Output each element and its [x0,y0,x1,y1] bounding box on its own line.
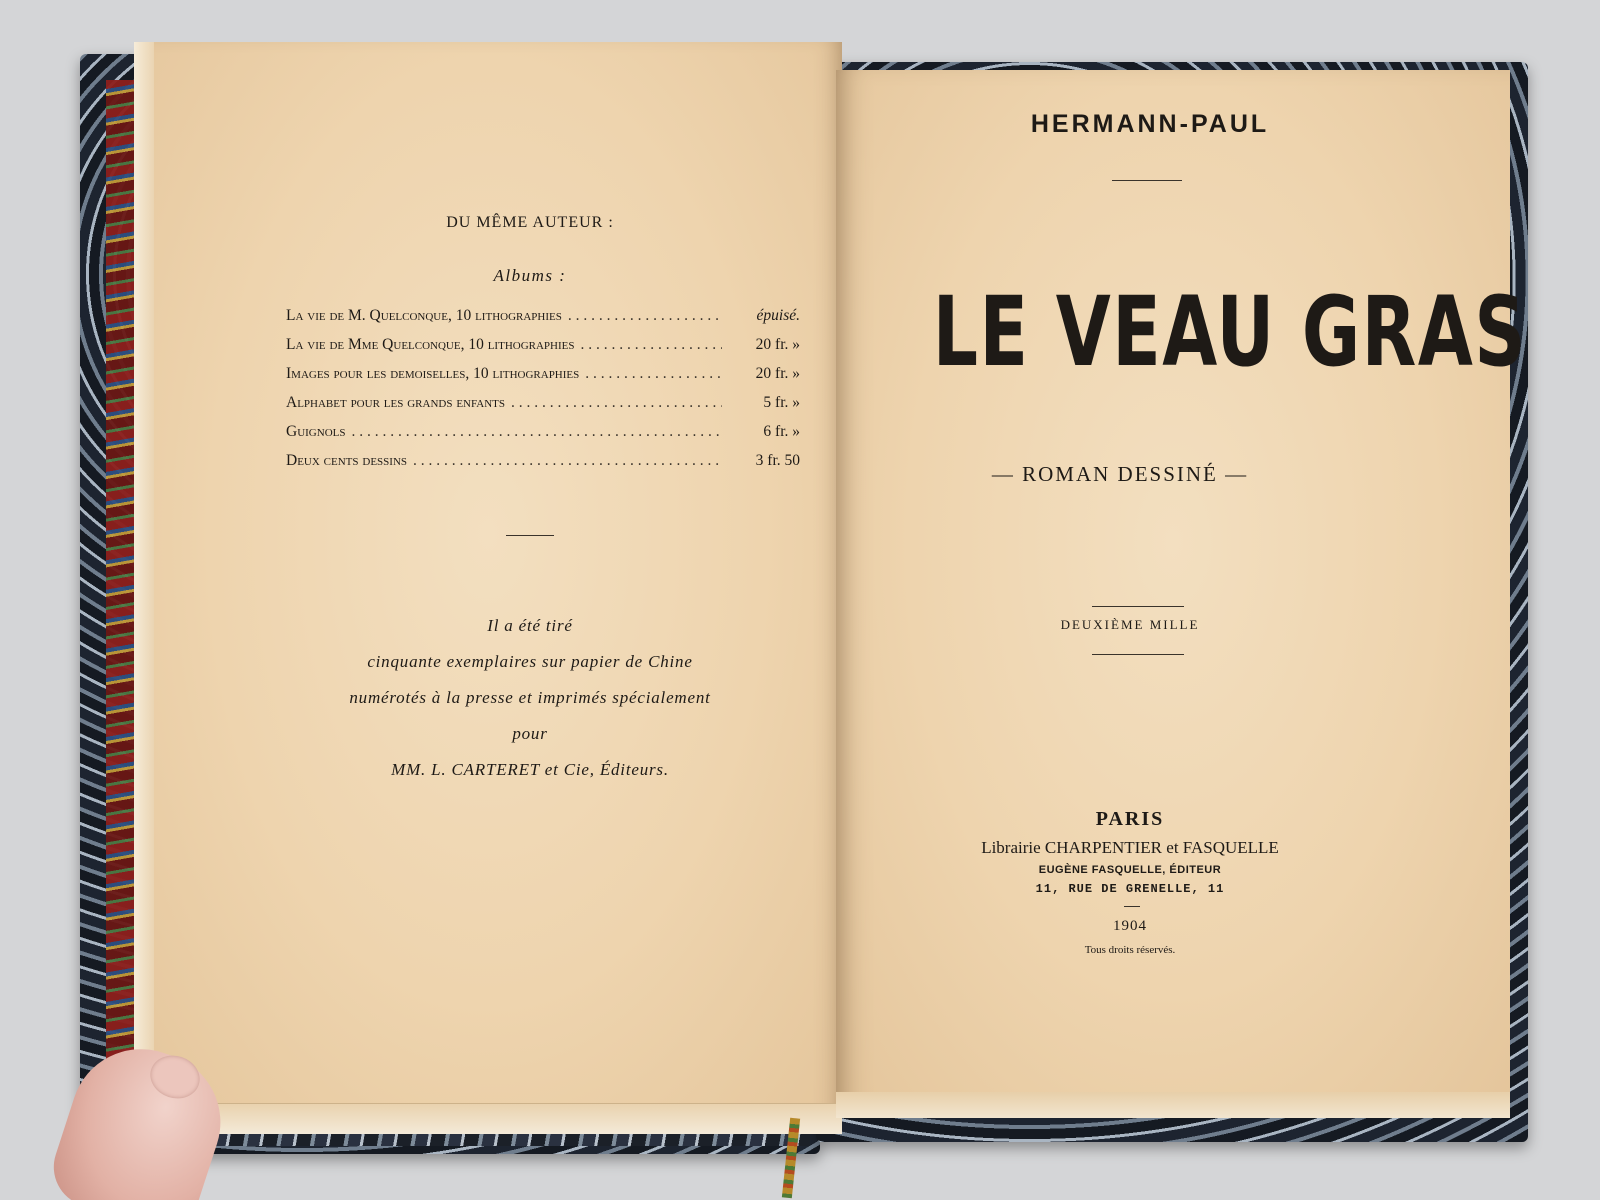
publisher-city: PARIS [1095,808,1165,830]
work-title: Alphabet pour les grands enfants [286,394,506,411]
book-subtitle: — ROMAN DESSINÉ — [991,462,1249,486]
printing-note-line: pour [512,724,548,743]
author-name: HERMANN-PAUL [1030,110,1270,138]
work-item [286,307,800,336]
leader-dots [413,452,722,470]
address-divider [1124,906,1140,907]
author-divider [1112,180,1182,181]
work-price: 3 fr. 50 [755,452,800,469]
leader-dots [585,365,722,383]
work-price: épuisé. [756,307,800,324]
rights-notice: Tous droits réservés. [1084,944,1176,956]
right-page [836,70,1527,1118]
leader-dots [511,394,722,412]
marbled-endpaper [106,80,134,1110]
work-item [286,336,800,365]
edition-rule-bottom [1092,654,1184,655]
same-author-heading: DU MÊME AUTEUR : [446,214,614,231]
edition-rule-top [1092,606,1184,607]
editor-name: EUGÈNE FASQUELLE, ÉDITEUR [1038,864,1222,876]
section-divider [506,535,554,536]
work-item [286,365,800,394]
work-title: Guignols [286,423,346,440]
work-item [286,452,800,481]
work-title: La vie de M. Quelconque, 10 lithographies [286,307,562,324]
work-price: 5 fr. » [763,394,800,411]
printing-note-line: numérotés à la presse et imprimés spécialement [349,688,711,707]
publication-year: 1904 [1113,918,1147,934]
work-title: Images pour les demoiselles, 10 lithographies [286,365,580,382]
leader-dots [351,423,722,441]
edition-label: DEUXIÈME MILLE [1060,617,1200,632]
printing-note-line: Il a été tiré [487,616,573,635]
work-title: La vie de Mme Quelconque, 10 lithographies [286,336,575,353]
left-page [134,42,842,1134]
albums-heading: Albums : [493,266,567,285]
work-price: 6 fr. » [763,423,800,440]
work-price: 20 fr. » [755,365,800,382]
printing-note-line: cinquante exemplaires sur papier de Chine [367,652,693,671]
work-item [286,423,800,452]
publisher-name: Librairie CHARPENTIER et FASQUELLE [981,838,1279,857]
book-title: LE VEAU GRAS [932,276,1527,388]
work-price: 20 fr. » [755,336,800,353]
printing-note [300,608,760,788]
leader-dots [581,336,723,354]
works-list [286,307,800,481]
work-item [286,394,800,423]
leader-dots [568,307,722,325]
printing-note-line: MM. L. CARTERET et Cie, Éditeurs. [391,760,669,779]
work-title: Deux cents dessins [286,452,408,469]
publisher-address: 11, RUE DE GRENELLE, 11 [1035,882,1225,896]
